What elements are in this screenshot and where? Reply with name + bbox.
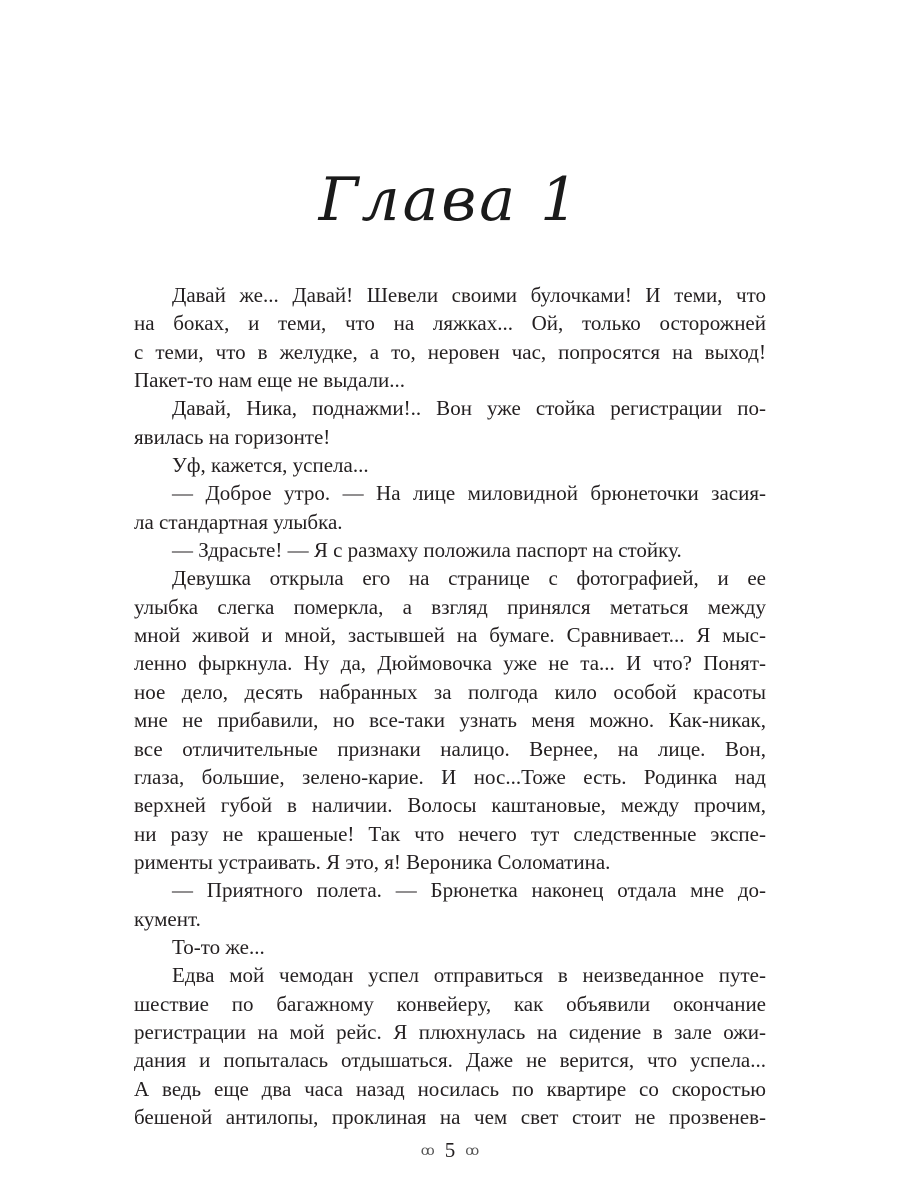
text-line: шествие по багажному конвейеру, как объявили окончание [134, 991, 766, 1016]
text-line: мне не прибавили, но все-таки узнать меня можно. Как-никак, [134, 708, 766, 733]
text-line: глаза, большие, зелено-карие. И нос...Тоже есть. Родинка над [134, 764, 766, 789]
text-line: с теми, что в желудке, а то, неровен час, попросятся на выход! [134, 339, 766, 364]
ornament-left-icon: ꝏ [420, 1144, 435, 1160]
text-line: ленно фыркнула. Ну да, Дюймовочка уже не та... И что? Понят- [134, 651, 766, 676]
body-text [134, 281, 766, 1131]
text-line: Уф, кажется, успела... [172, 453, 369, 478]
text-line: Пакет-то нам еще не выдали... [134, 368, 405, 393]
text-line: дания и попыталась отдышаться. Даже не верится, что успела... [134, 1048, 766, 1073]
text-line: кумент. [134, 906, 201, 931]
text-line: Девушка открыла его на странице с фотографией, и ее [172, 566, 766, 591]
text-line: Давай, Ника, поднажми!.. Вон уже стойка регистрации по- [172, 396, 766, 421]
text-line: на боках, и теми, что на ляжках... Ой, только осторожней [134, 311, 766, 336]
text-line: А ведь еще два часа назад носилась по квартире со скоростью [134, 1076, 766, 1101]
text-line: регистрации на мой рейс. Я плюхнулась на сидение в зале ожи- [134, 1019, 766, 1044]
text-line: ни разу не крашеные! Так что нечего тут следственные экспе- [134, 821, 766, 846]
text-line: рименты устраивать. Я это, я! Вероника Соломатина. [134, 849, 611, 874]
text-line: ла стандартная улыбка. [134, 509, 343, 534]
text-line: верхней губой в наличии. Волосы каштановые, между прочим, [134, 793, 766, 818]
text-line: Давай же... Давай! Шевели своими булочками! И теми, что [172, 283, 766, 307]
text-line: — Приятного полета. — Брюнетка наконец отдала мне до- [172, 878, 766, 903]
text-line: все отличительные признаки налицо. Вернее, на лице. Вон, [134, 736, 766, 761]
page-footer [0, 1137, 900, 1165]
text-line: ное дело, десять набранных за полгода кило особой красоты [134, 679, 766, 704]
text-line: То-то же... [172, 934, 265, 959]
text-line: бешеной антилопы, проклиная на чем свет стоит не прозвенев- [134, 1104, 766, 1129]
page-number: 5 [444, 1138, 456, 1162]
text-line: — Доброе утро. — На лице миловидной брюнеточки засия- [172, 481, 766, 506]
text-line: улыбка слегка померкла, а взгляд принялся метаться между [134, 594, 766, 619]
chapter-title: Глава 1 [318, 165, 582, 235]
text-line: явилась на горизонте! [134, 424, 331, 449]
text-line: мной живой и мной, застывшей на бумаге. Сравнивает... Я мыс- [134, 623, 766, 648]
ornament-right-icon: ꝏ [465, 1144, 480, 1160]
text-line: — Здрасьте! — Я с размаху положила паспорт на стойку. [172, 538, 682, 563]
text-line: Едва мой чемодан успел отправиться в неизведанное путе- [172, 963, 766, 988]
